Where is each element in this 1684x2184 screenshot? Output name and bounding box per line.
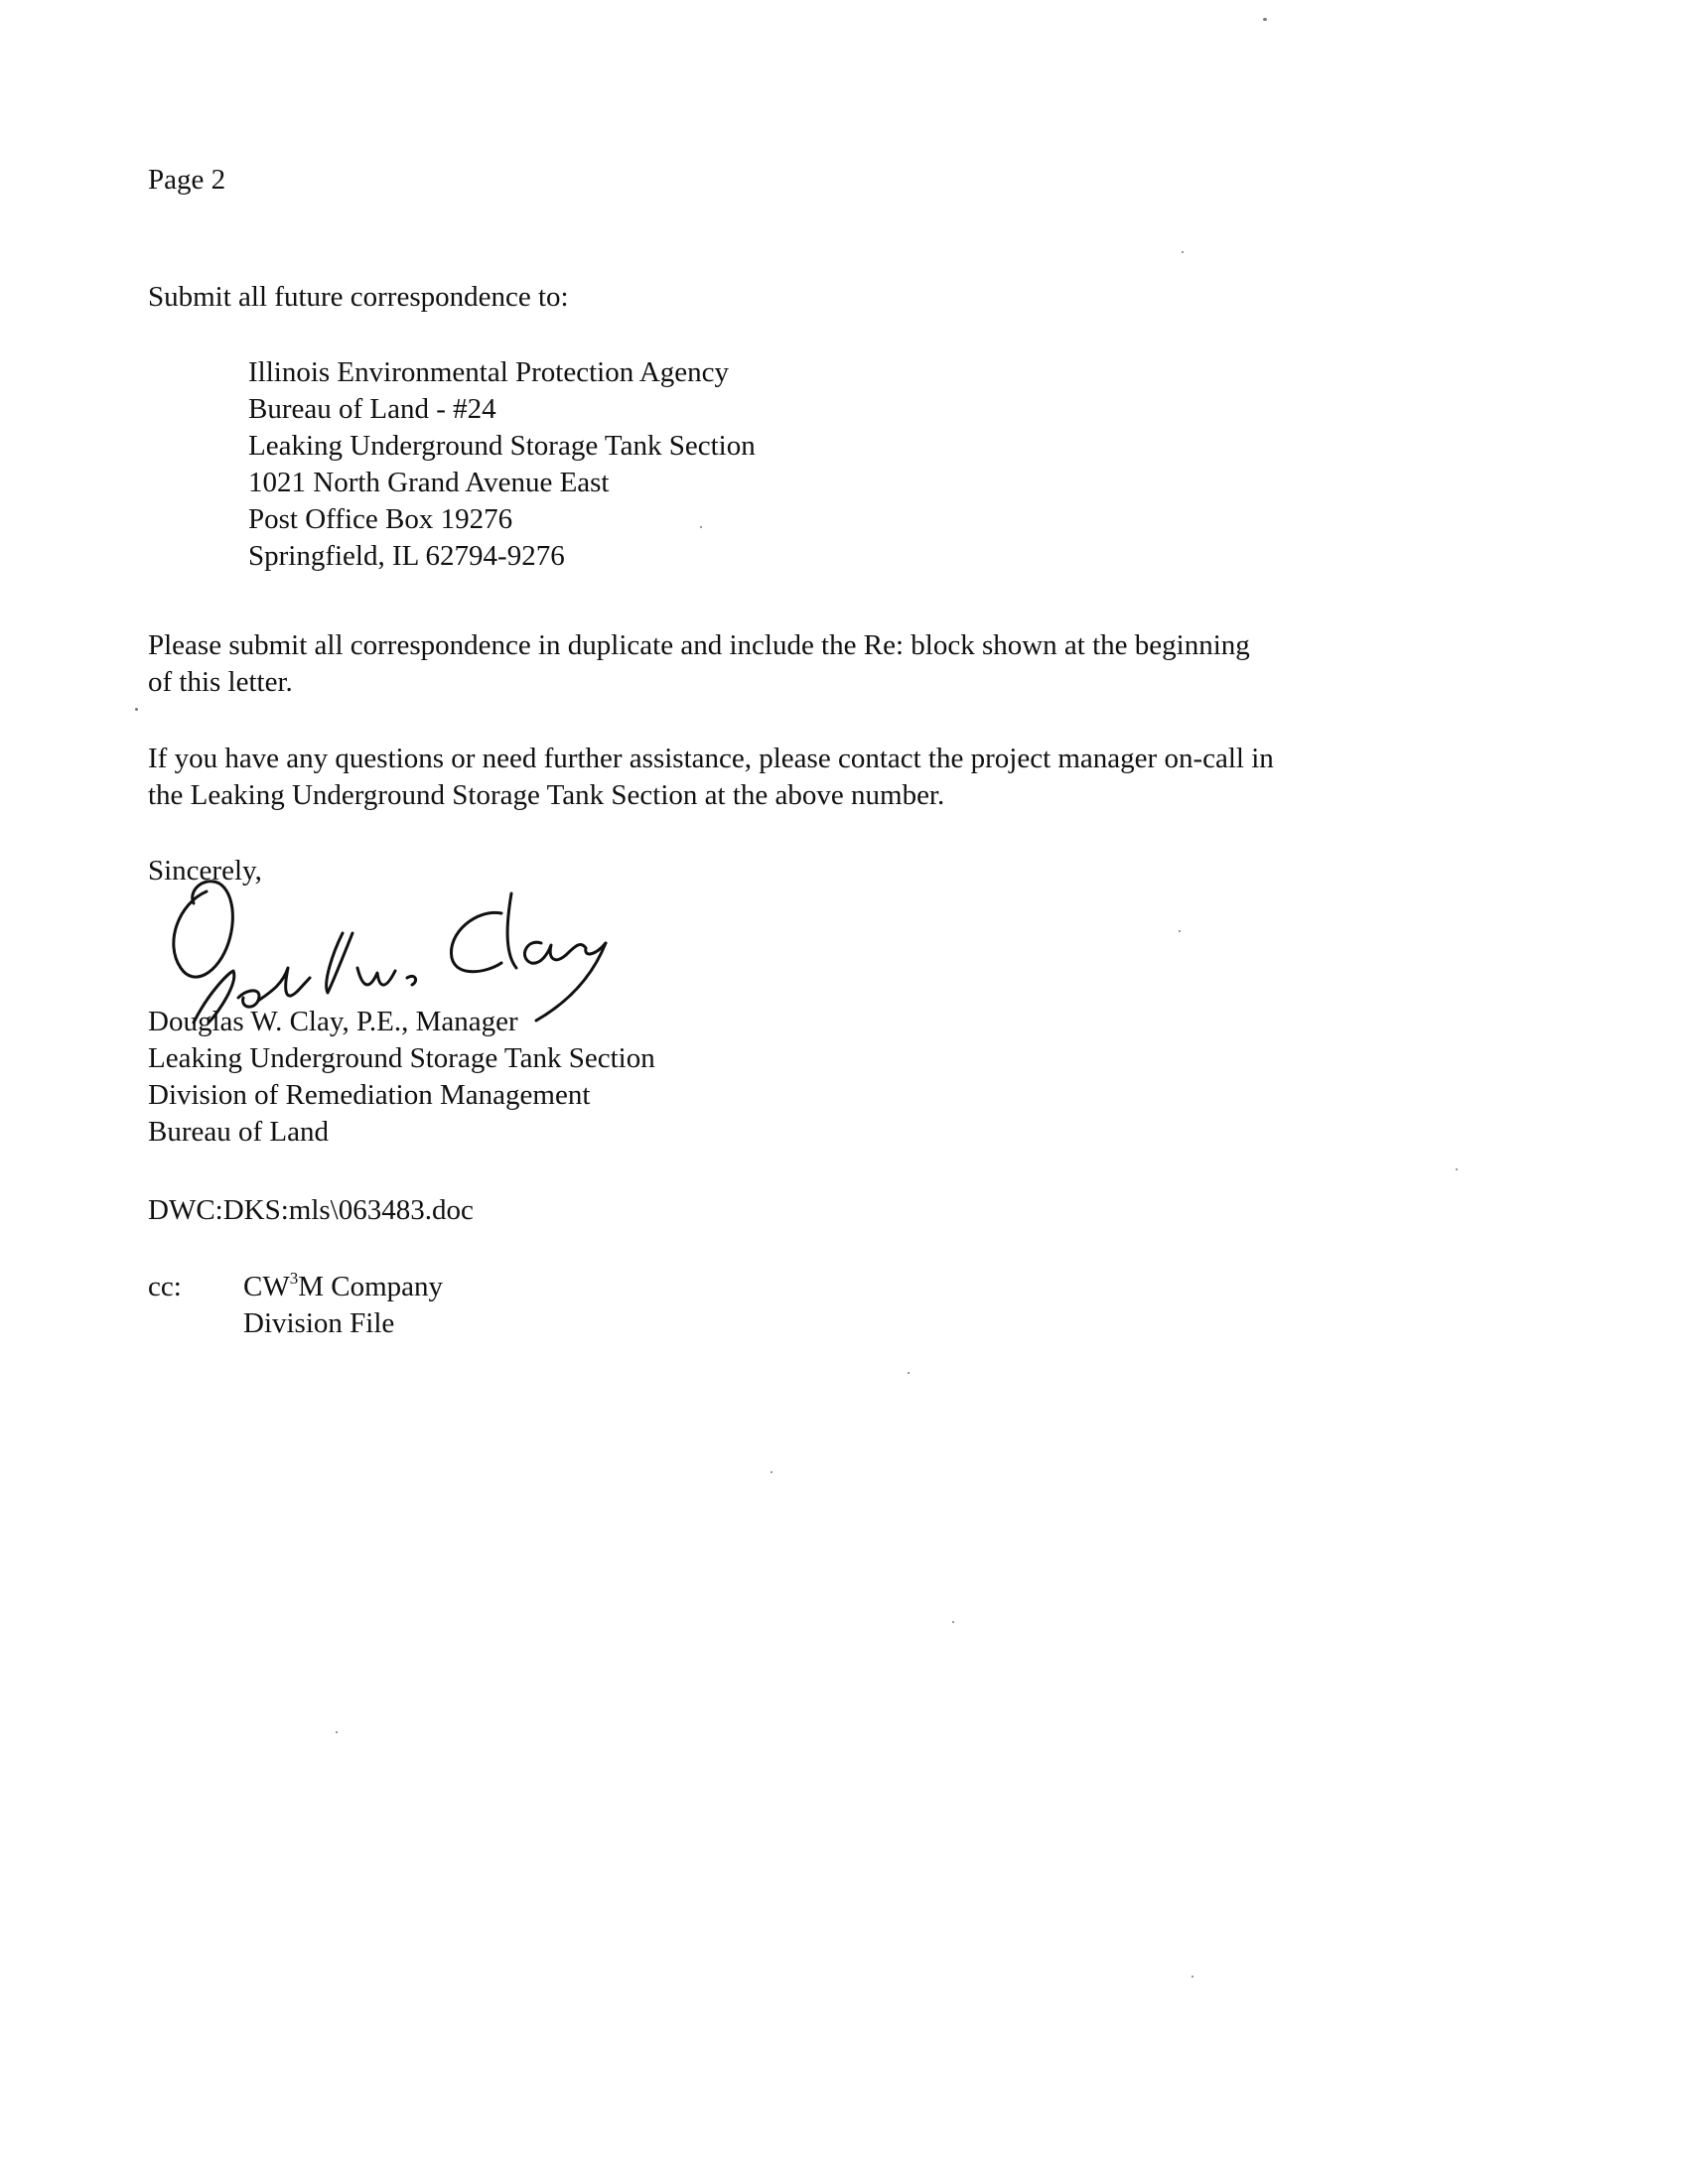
closing-text: Sincerely, xyxy=(148,855,262,887)
scan-speck xyxy=(336,1731,338,1733)
cc-recipient-suffix: M Company xyxy=(298,1271,444,1302)
scan-speck xyxy=(1182,251,1184,253)
mailing-address xyxy=(248,354,1142,575)
address-line: Post Office Box 19276 xyxy=(248,503,513,535)
cc-recipient-superscript: 3 xyxy=(289,1269,299,1288)
signatory-block xyxy=(148,1004,1439,1151)
reference-code-text: DWC:DKS:mls\063483.doc xyxy=(148,1194,474,1226)
address-line: Leaking Underground Storage Tank Section xyxy=(248,430,756,462)
scan-speck xyxy=(135,708,138,711)
scan-speck xyxy=(1179,930,1181,932)
address-line: 1021 North Grand Avenue East xyxy=(248,467,610,498)
signatory-bureau: Bureau of Land xyxy=(148,1116,329,1148)
signatory-section: Leaking Underground Storage Tank Section xyxy=(148,1042,655,1074)
paragraph-line: the Leaking Underground Storage Tank Section at the above number. xyxy=(148,779,945,811)
submit-intro-text: Submit all future correspondence to: xyxy=(148,281,569,313)
scan-speck xyxy=(1456,1168,1458,1170)
signatory-division: Division of Remediation Management xyxy=(148,1079,591,1111)
scan-speck xyxy=(1263,18,1267,21)
paragraph-line: of this letter. xyxy=(148,666,293,698)
paragraph-line: Please submit all correspondence in duplicate and include the Re: block shown at the beginning xyxy=(148,629,1250,661)
cc-list xyxy=(243,1269,443,1342)
paragraph-line: If you have any questions or need further assistance, please contact the project manager on-call in xyxy=(148,743,1274,774)
questions-paragraph xyxy=(148,741,1439,814)
address-line: Illinois Environmental Protection Agency xyxy=(248,356,730,388)
address-line: Springfield, IL 62794-9276 xyxy=(248,540,565,572)
cc-recipient-prefix: CW xyxy=(243,1271,290,1302)
scan-speck xyxy=(952,1621,954,1623)
scan-speck xyxy=(1192,1976,1193,1978)
cc-recipient xyxy=(243,1269,443,1305)
scan-speck xyxy=(771,1471,772,1473)
page-number xyxy=(148,162,1439,199)
scan-speck xyxy=(908,1372,910,1374)
cc-label xyxy=(148,1269,182,1305)
signatory-name: Douglas W. Clay, P.E., Manager xyxy=(148,1006,518,1037)
submit-intro xyxy=(148,279,1439,316)
scan-speck xyxy=(700,526,702,528)
reference-code xyxy=(148,1192,1439,1229)
page-number-text: Page 2 xyxy=(148,164,226,196)
cc-recipient: Division File xyxy=(243,1307,395,1339)
address-line: Bureau of Land - #24 xyxy=(248,393,496,425)
duplicate-paragraph xyxy=(148,627,1439,701)
cc-label-text: cc: xyxy=(148,1271,182,1302)
